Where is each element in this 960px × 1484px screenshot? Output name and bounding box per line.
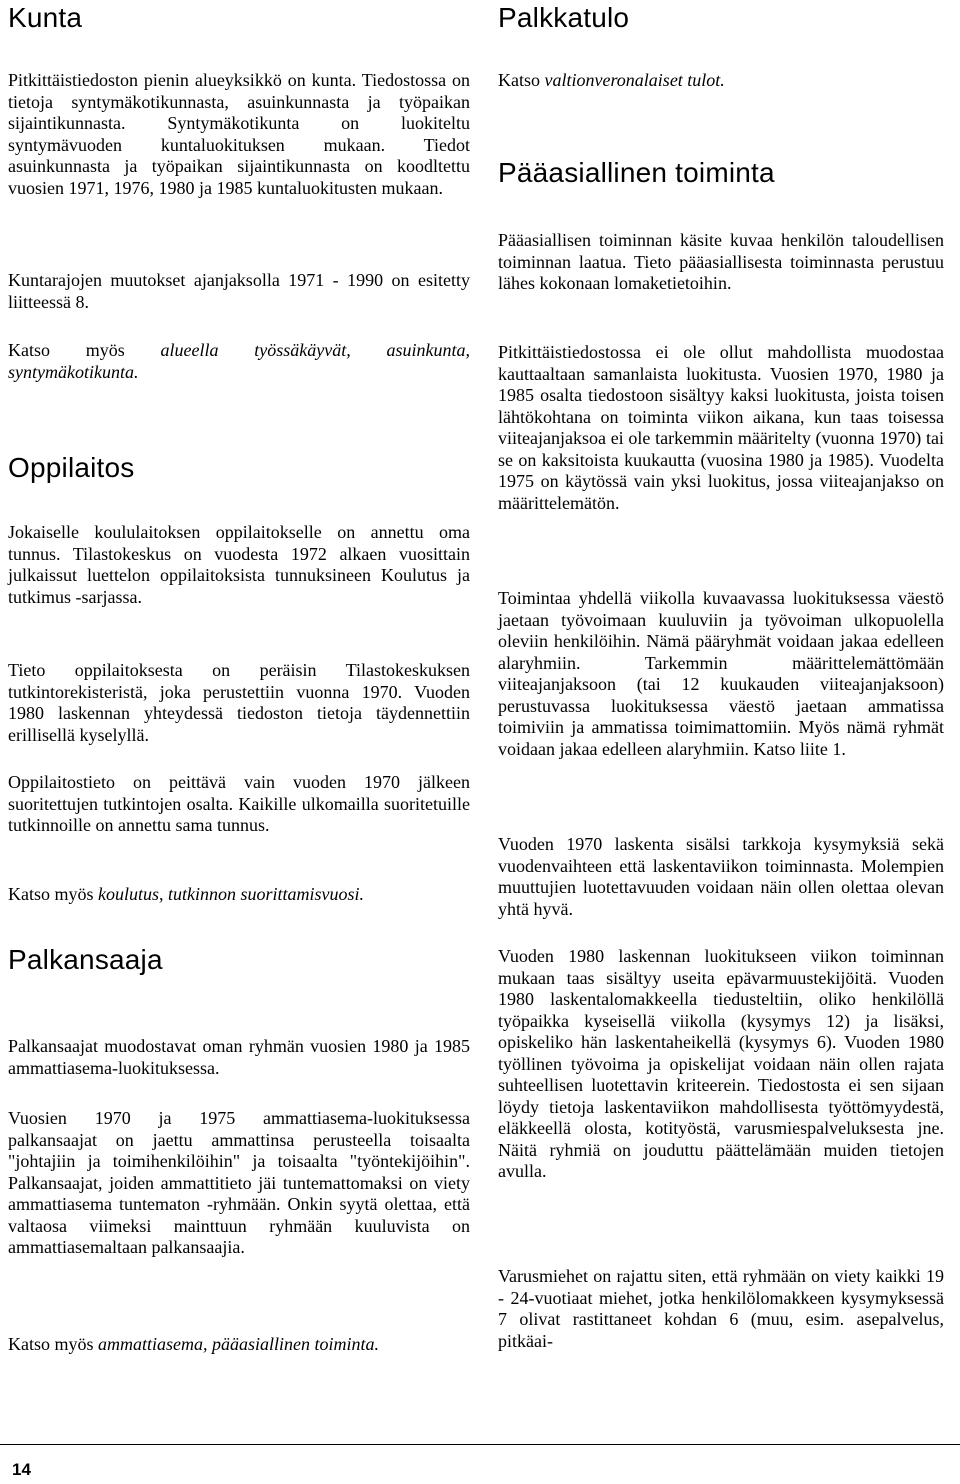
heading-paaasiallinen-toiminta: Pääasiallinen toiminta	[498, 157, 775, 188]
paaasiallinen-paragraph-1: Pääasiallisen toiminnan käsite kuvaa henkilön taloudellisen toiminnan laatua. Tieto pääasiallisesta toiminnasta perustuu lähes kokonaan lomaketietoihin.	[498, 230, 944, 293]
see-also-prefix: Katso	[498, 70, 545, 90]
see-also-prefix: Katso myös	[8, 340, 161, 360]
heading-palkansaaja: Palkansaaja	[8, 944, 163, 975]
palkansaaja-paragraph-2: Vuosien 1970 ja 1975 ammattiasema-luokituksessa palkansaajat on jaettu ammattinsa perusteella toisaalta "johtajiin ja toimihenkilöihin" ja toisaalta "työntekijöihin". Palkansaajat, joiden ammattitieto jäi tuntemattomaksi on viety ammattiasema tuntematon -ryhmään. Onkin syytä olettaa, että valtaosa viimeksi mainttuun ryhmään kuuluvista on ammattiasemaltaan palkansaajia.	[8, 1108, 470, 1257]
oppilaitos-paragraph-3: Oppilaitostieto on peittävä vain vuoden 1970 jälkeen suoritettujen tutkintojen osalta. Kaikille ulkomailla suoritetuille tutkinnoille on annettu sama tunnus.	[8, 772, 470, 835]
oppilaitos-paragraph-2: Tieto oppilaitoksesta on peräisin Tilastokeskuksen tutkintorekisteristä, joka perustettiin vuonna 1970. Vuoden 1980 laskennan yhteydessä tiedoston tietoja täydennettiin erillisellä kyselyllä.	[8, 660, 470, 745]
page-number: 14	[12, 1460, 31, 1479]
palkansaaja-paragraph-1: Palkansaajat muodostavat oman ryhmän vuosien 1980 ja 1985 ammattiasema-luokituksessa.	[8, 1036, 470, 1078]
heading-kunta: Kunta	[8, 2, 83, 33]
see-also-terms: alueella työssäkäyvät, asuinkunta, syntymäkotikunta.	[8, 340, 471, 382]
paaasiallinen-paragraph-3: Toimintaa yhdellä viikolla kuvaavassa luokituksessa väestö jaetaan työvoimaan kuuluviin ja työvoiman ulkopuolella oleviin henkilöihin. Nämä pääryhmät voidaan jakaa edelleen alaryhmiin. Tarkemmin määrittelemättömään viiteajanjaksoon (tai 12 kuukauden viiteajanjaksoon) perustuvassa luokituksessa väestö jaetaan ammatissa toimiviin ja ammatissa toimimattomiin. Myös nämä ryhmät voidaan jakaa edelleen alaryhmiin. Katso liite 1.	[498, 588, 944, 759]
oppilaitos-paragraph-1: Jokaiselle koululaitoksen oppilaitokselle on annettu oma tunnus. Tilastokeskus on vuodesta 1972 alkaen vuosittain julkaissut luettelon oppilaitoksista tunnuksineen Koulutus ja tutkimus -sarjassa.	[8, 522, 470, 607]
heading-palkkatulo: Palkkatulo	[498, 2, 630, 33]
see-also-terms: valtionveronalaiset tulot.	[544, 70, 725, 90]
paaasiallinen-paragraph-4: Vuoden 1970 laskenta sisälsi tarkkoja kysymyksiä sekä vuodenvaihteen että laskentaviikon toiminnasta. Molempien muuttujien luotettavuuden voidaan näin ollen olettaa olevan yhtä hyvä.	[498, 834, 944, 919]
palkkatulo-see-also	[498, 70, 944, 92]
paaasiallinen-paragraph-5: Vuoden 1980 laskennan luokitukseen viikon toiminnan mukaan taas sisältyy useita epävarmuustekijöitä. Vuoden 1980 laskentalomakkeella tiedusteltiin, oliko henkilöllä työpaikka kyseisellä viikolla (kysymys 12) ja lisäksi, opiskeliko hän laskentaheikellä (kysymys 6). Vuoden 1980 työllinen työvoima ja opiskelijat voidaan näin ollen rajata suhteellisen luotettavin kriteerein. Tiedostosta ei sen sijaan löydy tietoja laskentaviikon mahdollisesta työttömyydestä, eläkkeellä olosta, kotityöstä, varusmiespalveluksesta jne. Näitä ryhmiä on jouduttu päättelämään muiden tietojen avulla.	[498, 946, 944, 1181]
footer-divider	[0, 1444, 960, 1445]
see-also-terms: koulutus, tutkinnon suorittamisvuosi.	[98, 884, 365, 904]
paaasiallinen-paragraph-2: Pitkittäistiedostossa ei ole ollut mahdollista muodostaa kauttaaltaan samanlaista luokitusta. Vuosien 1970, 1980 ja 1985 osalta tiedostoon sisältyy kaksi luokitusta, joista toisen lähtökohtana on toiminta viikon aikana, kun taas toisessa viiteajanjaksoa ei ole tarkemmin määritelty (vuonna 1970) tai se on kaksitoista kuukautta (vuosina 1980 ja 1985). Vuodelta 1975 on käytössä vain yksi luokitus, jossa viiteajanjakso on määrittelemätön.	[498, 342, 944, 513]
paaasiallinen-paragraph-6: Varusmiehet on rajattu siten, että ryhmään on viety kaikki 19 - 24-vuotiaat miehet, jotka henkilölomakkeen kysymyksessä 7 olivat rastittaneet kohdan 6 (muu, esim. asepalvelus, pitkäai-	[498, 1266, 944, 1351]
see-also-prefix: Katso myös	[8, 884, 98, 904]
kunta-see-also	[8, 340, 470, 383]
kunta-paragraph-1: Pitkittäistiedoston pienin alueyksikkö on kunta. Tiedostossa on tietoja syntymäkotikunnasta, asuinkunnasta ja työpaikan sijaintikunnasta. Syntymäkotikunta on luokiteltu syntymävuoden kuntaluokituksen mukaan. Tiedot asuinkunnasta ja työpaikan sijaintikunnasta on koodltettu vuosien 1971, 1976, 1980 ja 1985 kuntaluokitusten mukaan.	[8, 70, 470, 198]
palkansaaja-see-also	[8, 1334, 470, 1356]
kunta-paragraph-2: Kuntarajojen muutokset ajanjaksolla 1971 - 1990 on esitetty liitteessä 8.	[8, 270, 470, 312]
oppilaitos-see-also	[8, 884, 470, 906]
see-also-terms: ammattiasema, pääasiallinen toiminta.	[98, 1334, 379, 1354]
heading-oppilaitos: Oppilaitos	[8, 452, 135, 483]
see-also-prefix: Katso myös	[8, 1334, 98, 1354]
